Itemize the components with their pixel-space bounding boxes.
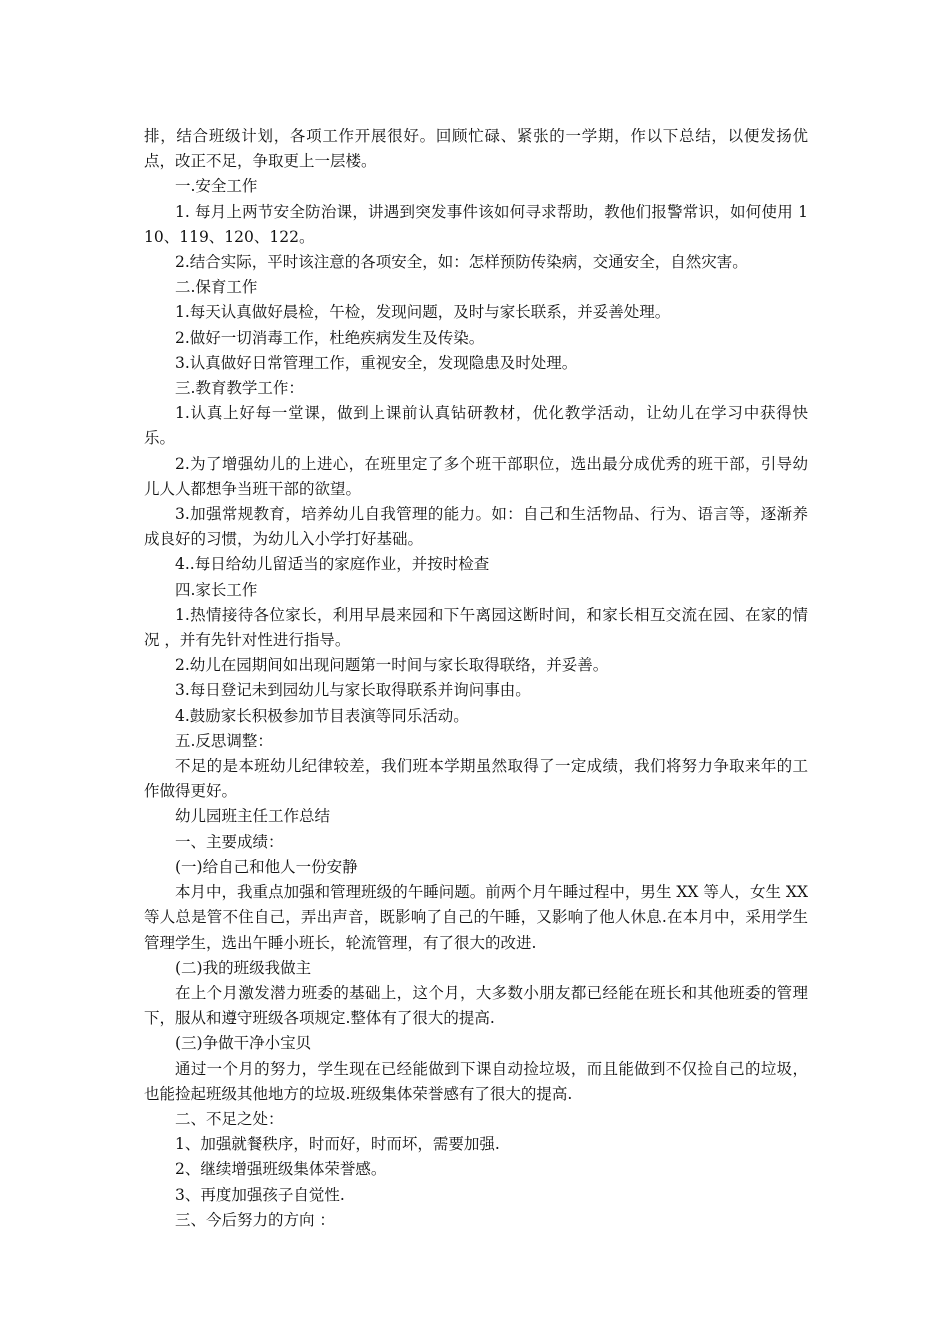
- heading-achievements: 一、主要成绩：: [175, 832, 284, 851]
- paragraph: 3.加强常规教育，培养幼儿自我管理的能力。如：自己和生活物品、行为、语言等，逐渐养成良好的习惯，为幼儿入小学打好基础。: [144, 505, 808, 549]
- paragraph: 4.鼓励家长积极参加节目表演等同乐活动。: [175, 706, 469, 725]
- paragraph: 2.做好一切消毒工作，杜绝疾病发生及传染。: [175, 328, 485, 347]
- section-title: 幼儿园班主任工作总结: [175, 807, 331, 826]
- heading-reflection: 五.反思调整：: [175, 731, 273, 750]
- heading-future: 三、今后努力的方向 ：: [175, 1210, 335, 1229]
- paragraph: 2.为了增强幼儿的上进心，在班里定了多个班干部职位，选出最分成优秀的班干部，引导幼儿人人都想争当班干部的欲望。: [144, 454, 808, 498]
- paragraph: 在上个月激发潜力班委的基础上，这个月，大多数小朋友都已经能在班长和其他班委的管理下，服从和遵守班级各项规定.整体有了很大的提高.: [144, 983, 808, 1028]
- paragraph: 1. 每月上两节安全防治课，讲遇到突发事件该如何寻求帮助，教他们报警常识，如何使用 110、119、120、122。: [144, 202, 808, 246]
- subheading: (一)给自己和他人一份安静: [175, 857, 358, 876]
- paragraph: 2.结合实际，平时该注意的各项安全，如：怎样预防传染病，交通安全，自然灾害。: [175, 253, 748, 272]
- paragraph: 本月中，我重点加强和管理班级的午睡问题。前两个月午睡过程中，男生 XX 等人，女生 XX 等人总是管不住自己，弄出声音，既影响了自己的午睡，又影响了他人休息.在本月中，采用学生管理学生，选出午睡小班长，轮流管理，有了很大的改进.: [144, 883, 808, 952]
- paragraph: 3.每日登记未到园幼儿与家长取得联系并询问事由。: [175, 681, 531, 700]
- paragraph: 4..每日给幼儿留适当的家庭作业，并按时检查: [175, 555, 490, 574]
- paragraph: 不足的是本班幼儿纪律较差，我们班本学期虽然取得了一定成绩，我们将努力争取来年的工作做得更好。: [144, 757, 808, 801]
- list-item: 3、再度加强孩子自觉性.: [175, 1185, 345, 1204]
- subheading: (三)争做干净小宝贝: [175, 1034, 312, 1053]
- paragraph: 1.认真上好每一堂课，做到上课前认真钻研教材，优化教学活动，让幼儿在学习中获得快乐。: [144, 404, 808, 448]
- subheading: (二)我的班级我做主: [175, 958, 312, 977]
- paragraph: 1.每天认真做好晨检，午检，发现问题，及时与家长联系，并妥善处理。: [175, 303, 671, 322]
- heading-shortcomings: 二、不足之处：: [175, 1109, 284, 1128]
- document-body: [144, 124, 808, 1233]
- paragraph: 3.认真做好日常管理工作，重视安全，发现隐患及时处理。: [175, 353, 578, 372]
- heading-parents: 四.家长工作: [175, 580, 258, 599]
- paragraph-intro: 排，结合班级计划，各项工作开展很好。回顾忙碌、紧张的一学期，作以下总结，以便发扬优点，改正不足，争取更上一层楼。: [144, 127, 808, 171]
- heading-teaching: 三.教育教学工作：: [175, 379, 304, 398]
- list-item: 1、加强就餐秩序，时而好，时而坏，需要加强.: [175, 1135, 500, 1154]
- heading-care: 二.保育工作: [175, 278, 258, 297]
- paragraph: 1.热情接待各位家长，利用早晨来园和下午离园这断时间，和家长相互交流在园、在家的情况 ，并有先针对性进行指导。: [144, 605, 808, 650]
- paragraph: 通过一个月的努力，学生现在已经能做到下课自动捡垃圾，而且能做到不仅捡自己的垃圾，也能捡起班级其他地方的垃圾.班级集体荣誉感有了很大的提高.: [144, 1059, 808, 1103]
- heading-safety: 一.安全工作: [175, 177, 258, 196]
- list-item: 2、继续增强班级集体荣誉感。: [175, 1160, 387, 1179]
- paragraph: 2.幼儿在园期间如出现问题第一时间与家长取得联络，并妥善。: [175, 656, 609, 675]
